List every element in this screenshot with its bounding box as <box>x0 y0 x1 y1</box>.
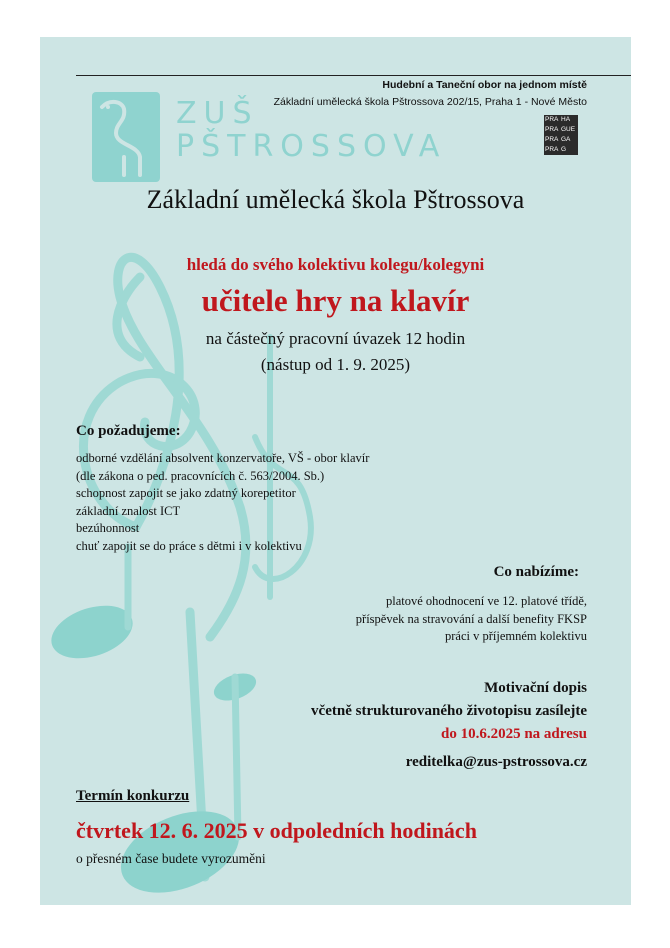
header-rule <box>76 75 631 76</box>
list-item: příspěvek na stravování a další benefity FKSP <box>355 611 587 626</box>
intro-line: hledá do svého kolektivu kolegu/kolegyni <box>186 255 485 274</box>
list-item: práci v příjemném kolektivu <box>445 629 587 643</box>
zus-logo-icon <box>92 92 160 182</box>
list-item: odborné vzdělání absolvent konzervatoře, VŠ - obor klavír <box>76 451 370 465</box>
competition-date: čtvrtek 12. 6. 2025 v odpoledních hodinách <box>76 818 477 843</box>
poster <box>40 37 631 905</box>
competition-note: o přesném čase budete vyrozuměni <box>76 851 266 866</box>
list-item: bezúhonnost <box>76 521 140 535</box>
list-item: platové ohodnocení ve 12. platové třídě, <box>386 594 587 608</box>
zus-logo-text: ZUŠ PŠTROSSOVA <box>176 96 447 164</box>
header-address: Základní umělecká škola Pštrossova 202/15, Praha 1 - Nové Město <box>273 96 587 108</box>
header-tagline: Hudební a Taneční obor na jednom místě <box>382 79 587 91</box>
list-item: základní znalost ICT <box>76 503 181 518</box>
requirements-heading: Co požadujeme: <box>76 423 181 439</box>
workload: na částečný pracovní úvazek 12 hodin <box>205 329 466 348</box>
list-item: schopnost zapojit se jako zdatný korepetitor <box>76 486 296 500</box>
competition-heading: Termín konkurzu <box>76 788 190 804</box>
praha-logo: PRA HA PRA GUE PRA GA PRA G <box>544 115 578 155</box>
offer-heading: Co nabízíme: <box>493 564 579 580</box>
start-date: (nástup od 1. 9. 2025) <box>260 355 411 374</box>
requirements-list <box>76 450 369 555</box>
application-instructions: Motivační dopis včetně strukturovaného životopisu zasílejte do 10.6.2025 na adresu <box>311 677 587 746</box>
list-item: chuť zapojit se do práce s dětmi i v kolektivu <box>76 538 302 553</box>
offer-list <box>356 593 587 646</box>
contact-email[interactable]: reditelka@zus-pstrossova.cz <box>405 754 587 770</box>
school-name: Základní umělecká škola Pštrossova <box>146 185 525 214</box>
position-title: učitele hry na klavír <box>201 283 470 318</box>
list-item: (dle zákona o ped. pracovnících č. 563/2004. Sb.) <box>76 468 325 483</box>
application-deadline: do 10.6.2025 na adresu <box>440 726 587 742</box>
